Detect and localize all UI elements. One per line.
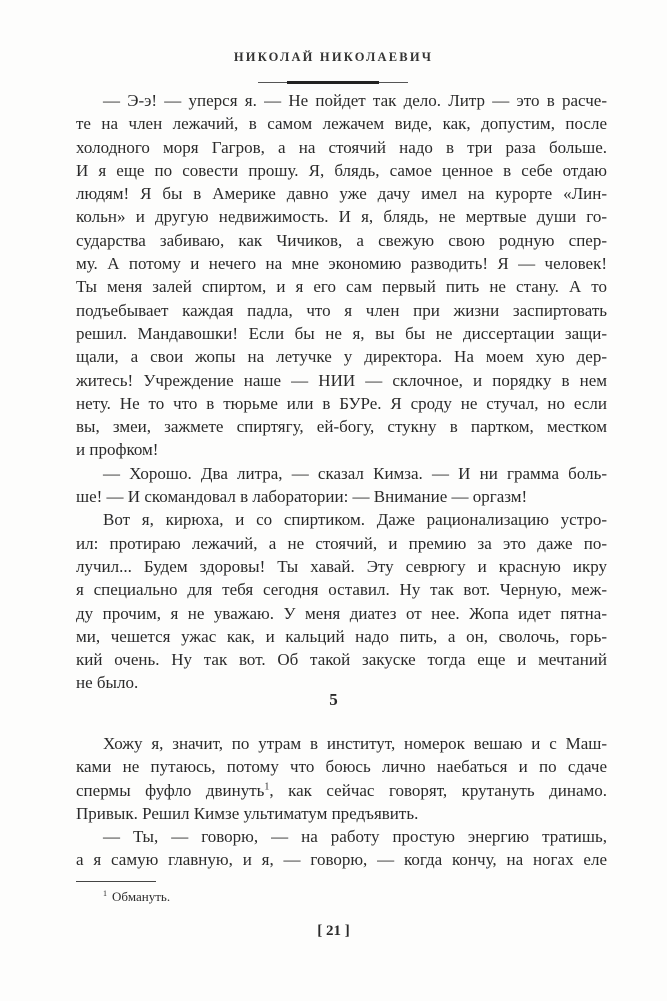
footnote-mark: 1 bbox=[103, 888, 107, 898]
text-line: не было. bbox=[76, 673, 139, 693]
text-line: — Э-э! — уперся я. — Не пойдет так дело. Литр — это в расче- bbox=[103, 91, 607, 110]
text-line: холодного моря Гагров, а на стоячий надо в три раза больше. bbox=[76, 137, 607, 157]
section-1-text bbox=[76, 89, 607, 695]
text-line: — Хорошо. Два литра, — сказал Кимза. — И ни грамма боль- bbox=[103, 463, 607, 483]
text-line: и профком! bbox=[76, 440, 159, 460]
text-line: я специально для тебя сегодня оставил. Ну так вот. Черную, меж- bbox=[76, 580, 607, 600]
text-line: решил. Мандавошки! Если бы не я, вы бы не диссертации защи- bbox=[76, 323, 607, 343]
text-line: людям! Я бы в Америке давно уже дачу имел на курорте «Лин- bbox=[76, 184, 607, 204]
page-number: [ 21 ] bbox=[317, 923, 350, 939]
text-line: ми, чешется ужас как, и кальций надо пить, а он, сволочь, горь- bbox=[76, 626, 607, 646]
text-line: Ты меня залей спиртом, и я его сам первый пить не стану. А то bbox=[76, 277, 607, 297]
text-line: те на член лежачий, в самом лежачем виде, как, допустим, после bbox=[76, 114, 607, 134]
running-header: НИКОЛАЙ НИКОЛАЕВИЧ bbox=[233, 50, 434, 64]
text-line: щали, а свои жопы на летучке у директора. На моем хую дер- bbox=[76, 347, 607, 367]
text-line: лучил... Будем здоровы! Ты хавай. Эту севрюгу и красную икру bbox=[76, 556, 607, 576]
text-line: подъебывает каждая падла, что я член при жизни заспиртовать bbox=[76, 300, 607, 320]
text-line: — Ты, — говорю, — на работу простую энергию тратишь, bbox=[103, 827, 607, 847]
text-line: а я самую главную, и я, — говорю, — когда кончу, на ногах еле bbox=[76, 850, 607, 870]
section-2-text bbox=[76, 732, 607, 872]
footnote-text: Обмануть. bbox=[112, 889, 171, 904]
text-line: Привык. Решил Кимзе ультиматум предъявить. bbox=[76, 803, 419, 823]
text-line: кий очень. Ну так вот. Об такой закуске тогда еще и мечтаний bbox=[76, 650, 607, 670]
text-line: ше! — И скомандовал в лаборатории: — Внимание — оргазм! bbox=[76, 487, 528, 507]
text-line: му. А потому и нечего на мне экономию разводить! Я — человек! bbox=[76, 254, 607, 274]
chapter-number: 5 bbox=[329, 690, 338, 709]
text-line: ками не путаюсь, потому что боюсь лично наебаться и по сдаче bbox=[76, 757, 607, 777]
text-line: ил: протираю лежачий, а не стоячий, и премию за это даже по- bbox=[76, 533, 607, 553]
text-line: кольн» и другую недвижимость. И я, блядь, не мертвые души го- bbox=[76, 207, 607, 227]
footnote-reference: 1 bbox=[264, 780, 270, 792]
footnote bbox=[103, 889, 170, 905]
text-line: сударства забиваю, как Чичиков, а свежую свою родную спер- bbox=[76, 230, 607, 250]
text-line: житесь! Учреждение наше — НИИ — склочное, и порядку в нем bbox=[76, 370, 607, 390]
text-line: Вот я, кирюха, и со спиртиком. Даже рационализацию устро- bbox=[103, 510, 607, 530]
text-line: нету. Не то что в тюрьме или в БУРе. Я сроду не стучал, но если bbox=[76, 393, 607, 413]
header-rule-accent bbox=[287, 81, 379, 84]
text-line: вы, змеи, зажмете спиртягу, ей-богу, стукну в партком, местком bbox=[76, 417, 607, 437]
text-line: спермы фуфло двинуть$^1$, как сейчас говорят, крутануть динамо. bbox=[76, 780, 607, 800]
text-line: И я еще по совести прошу. Я, блядь, самое ценное в себе отдаю bbox=[76, 160, 607, 180]
text-line: Хожу я, значит, по утрам в институт, номерок вешаю и с Маш- bbox=[103, 734, 607, 753]
footnote-rule bbox=[76, 881, 156, 882]
text-line: ду прочим, я не уважаю. У меня диатез от нее. Жопа идет пятна- bbox=[76, 603, 607, 623]
